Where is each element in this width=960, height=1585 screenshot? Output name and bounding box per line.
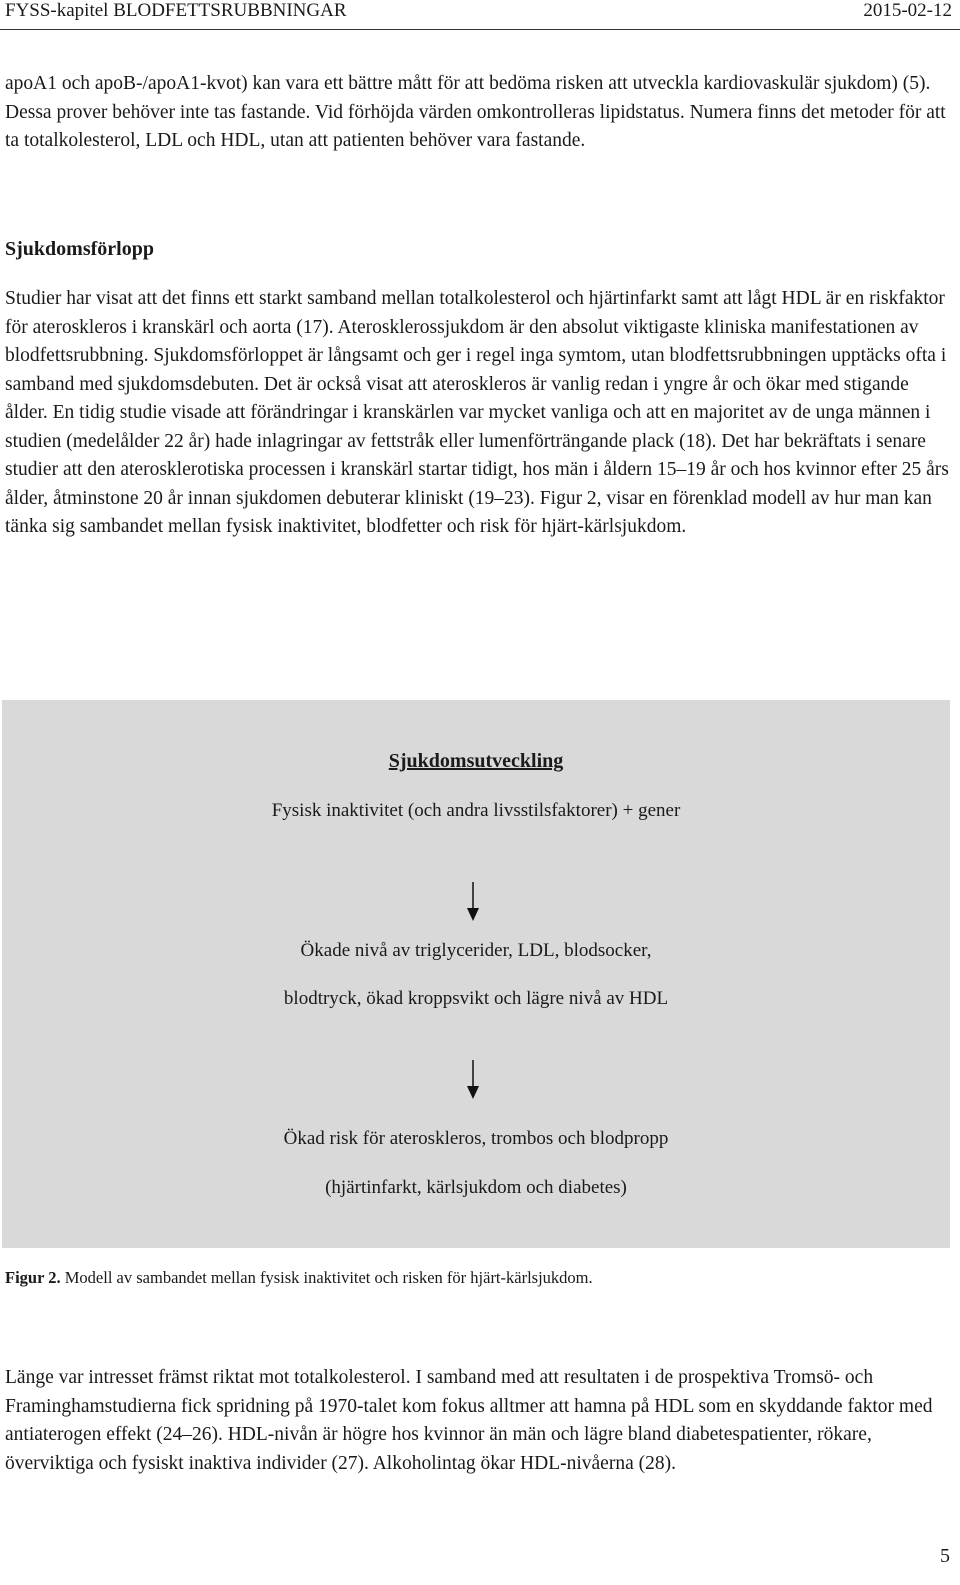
arrow-down-icon xyxy=(466,1060,480,1100)
figure-caption-label: Figur 2. xyxy=(5,1268,61,1287)
header-title: FYSS-kapitel BLODFETTSRUBBNINGAR xyxy=(5,0,347,21)
figure-step-1: Fysisk inaktivitet (och andra livsstilsfaktorer) + gener xyxy=(271,800,681,821)
figure-caption xyxy=(5,1268,593,1288)
figure-step-3-line-1: Ökad risk för ateroskleros, trombos och blodpropp xyxy=(283,1128,669,1149)
arrow-down-icon xyxy=(466,882,480,922)
body-paragraph-3: Länge var intresset främst riktat mot totalkolesterol. I samband med att resultaten i de prospektiva Tromsö- och Framinghamstudierna fick spridning på 1970-talet kom fokus alltmer att hamna på HDL som en skyddande faktor med antiaterogen effekt (24–26). HDL-nivån är högre hos kvinnor än män och lägre bland diabetespatienter, rökare, överviktiga och fysiskt inaktiva individer (27). Alkoholintag ökar HDL-nivåerna (28). xyxy=(5,1367,933,1474)
page-number: 5 xyxy=(940,1545,950,1567)
figure-title: Sjukdomsutveckling xyxy=(388,750,564,772)
section-heading: Sjukdomsförlopp xyxy=(5,238,154,260)
page-header xyxy=(0,0,960,26)
header-date: 2015-02-12 xyxy=(863,0,952,21)
figure-step-3-line-2: (hjärtinfarkt, kärlsjukdom och diabetes) xyxy=(325,1177,627,1198)
figure-caption-text: Modell av sambandet mellan fysisk inaktivitet och risken för hjärt-kärlsjukdom. xyxy=(60,1268,593,1287)
body-paragraph-2: Studier har visat att det finns ett starkt samband mellan totalkolesterol och hjärtinfarkt samt att lågt HDL är en riskfaktor för ateroskleros i kranskärl och aorta (17). Aterosklerossjukdom är den absolut viktigaste kliniska manifestationen av blodfettsrubbning. Sjukdomsförloppet är långsamt och ger i regel inga symtom, utan blodfettsrubbningen upptäcks ofta i samband med sjukdomsdebuten. Det är också visat att ateroskleros är vanlig redan i yngre år och ökar med stigande ålder. En tidig studie visade att förändringar i kranskärlen var mycket vanliga och att en majoritet av de unga männen i studien (medelålder 22 år) hade inlagringar av fettstråk eller lumenförträngande plack (18). Det har bekräftats i senare studier att den aterosklerotiska processen i kranskärl startar tidigt, hos män i åldern 15–19 år och hos kvinnor efter 25 års ålder, åtminstone 20 år innan sjukdomen debuterar kliniskt (19–23). Figur 2, visar en förenklad modell av hur man kan tänka sig sambandet mellan fysisk inaktivitet, blodfetter och risk för hjärt-kärlsjukdom. xyxy=(5,288,949,537)
figure-step-2-line-1: Ökade nivå av triglycerider, LDL, blodsocker, xyxy=(300,940,652,961)
header-divider xyxy=(0,29,960,30)
body-paragraph-1: apoA1 och apoB-/apoA1-kvot) kan vara ett bättre mått för att bedöma risken att utveckla kardiovaskulär sjukdom) (5). Dessa prover behöver inte tas fastande. Vid förhöjda värden omkontrolleras lipidstatus. Numera finns det metoder för att ta totalkolesterol, LDL och HDL, utan att patienten behöver vara fastande. xyxy=(5,73,946,151)
figure-box xyxy=(2,700,950,1248)
figure-step-2-line-2: blodtryck, ökad kroppsvikt och lägre nivå av HDL xyxy=(283,988,669,1009)
